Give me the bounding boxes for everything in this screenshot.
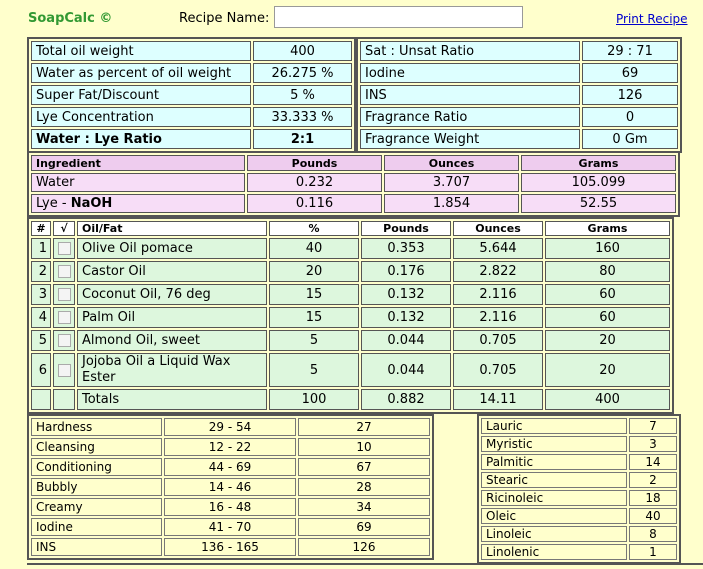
setting-row xyxy=(31,63,352,83)
ratios-table xyxy=(356,37,682,153)
fatty-acid-row xyxy=(481,490,677,506)
col-oil-fat: Oil/Fat xyxy=(77,221,267,236)
oil-percent: 5 xyxy=(269,353,359,387)
oil-name: Olive Oil pomace xyxy=(77,238,267,259)
fatty-acid-label: Ricinoleic xyxy=(481,490,627,506)
totals-label: Totals xyxy=(77,389,267,410)
ratio-label: INS xyxy=(360,85,580,105)
col-number: # xyxy=(31,221,51,236)
oil-grams: 20 xyxy=(545,353,670,387)
fatty-acid-value: 14 xyxy=(629,454,677,470)
lye-header-row xyxy=(31,155,676,171)
property-value: 10 xyxy=(298,438,430,456)
oil-checkbox-cell xyxy=(53,353,75,387)
lye-grams: 52.55 xyxy=(521,194,676,213)
oil-row xyxy=(31,284,670,305)
fatty-acid-label: Stearic xyxy=(481,472,627,488)
lye-water-table xyxy=(27,151,680,217)
fatty-acid-value: 7 xyxy=(629,418,677,434)
fatty-acid-row xyxy=(481,418,677,434)
oil-percent: 40 xyxy=(269,238,359,259)
fatty-acid-label: Linoleic xyxy=(481,526,627,542)
property-row xyxy=(31,518,430,536)
property-row xyxy=(31,498,430,516)
property-range: 14 - 46 xyxy=(164,478,296,496)
oil-row xyxy=(31,353,670,387)
property-row xyxy=(31,438,430,456)
oil-number: 5 xyxy=(31,330,51,351)
oil-ounces: 5.644 xyxy=(453,238,543,259)
bottom-table-edge xyxy=(27,563,703,569)
oil-ounces: 0.705 xyxy=(453,353,543,387)
water-pounds: 0.232 xyxy=(247,173,382,192)
oil-percent: 20 xyxy=(269,261,359,282)
lye-type: NaOH xyxy=(70,196,113,211)
oil-pounds: 0.044 xyxy=(361,353,451,387)
ratio-row xyxy=(360,129,678,149)
oil-checkbox[interactable] xyxy=(58,364,71,377)
property-label: Conditioning xyxy=(31,458,162,476)
setting-value: 5 % xyxy=(253,85,352,105)
property-label: Hardness xyxy=(31,418,162,436)
oil-checkbox-cell xyxy=(53,238,75,259)
oil-pounds: 0.353 xyxy=(361,238,451,259)
col-ingredient: Ingredient xyxy=(31,155,245,171)
fatty-acids-table xyxy=(477,414,681,564)
property-row xyxy=(31,538,430,556)
water-ounces: 3.707 xyxy=(384,173,519,192)
oil-name: Almond Oil, sweet xyxy=(77,330,267,351)
totals-ounces: 14.11 xyxy=(453,389,543,410)
setting-label: Total oil weight xyxy=(31,41,251,61)
property-label: Cleansing xyxy=(31,438,162,456)
oil-row xyxy=(31,330,670,351)
property-label: Bubbly xyxy=(31,478,162,496)
fatty-acid-label: Oleic xyxy=(481,508,627,524)
property-row xyxy=(31,458,430,476)
setting-row xyxy=(31,85,352,105)
oil-row xyxy=(31,307,670,328)
property-range: 12 - 22 xyxy=(164,438,296,456)
fatty-acid-row xyxy=(481,544,677,560)
col-percent: % xyxy=(269,221,359,236)
fatty-acid-value: 18 xyxy=(629,490,677,506)
fatty-acid-value: 3 xyxy=(629,436,677,452)
oil-name: Jojoba Oil a Liquid Wax Ester xyxy=(77,353,267,387)
property-range: 136 - 165 xyxy=(164,538,296,556)
totals-percent: 100 xyxy=(269,389,359,410)
col-grams: Grams xyxy=(521,155,676,171)
ratio-row xyxy=(360,63,678,83)
oil-name: Castor Oil xyxy=(77,261,267,282)
oil-pounds: 0.044 xyxy=(361,330,451,351)
oil-grams: 60 xyxy=(545,284,670,305)
fatty-acid-row xyxy=(481,454,677,470)
property-range: 41 - 70 xyxy=(164,518,296,536)
totals-empty-cell xyxy=(31,389,51,410)
property-value: 69 xyxy=(298,518,430,536)
ratio-value: 0 Gm xyxy=(582,129,678,149)
oil-percent: 15 xyxy=(269,284,359,305)
property-row xyxy=(31,418,430,436)
ratio-value: 0 xyxy=(582,107,678,127)
property-label: Iodine xyxy=(31,518,162,536)
col-grams: Grams xyxy=(545,221,670,236)
property-value: 27 xyxy=(298,418,430,436)
oil-pounds: 0.132 xyxy=(361,307,451,328)
ratio-label: Iodine xyxy=(360,63,580,83)
oil-number: 2 xyxy=(31,261,51,282)
col-ounces: Ounces xyxy=(384,155,519,171)
property-value: 28 xyxy=(298,478,430,496)
fatty-acid-value: 1 xyxy=(629,544,677,560)
fatty-acid-row xyxy=(481,508,677,524)
ratio-label: Sat : Unsat Ratio xyxy=(360,41,580,61)
col-pounds: Pounds xyxy=(247,155,382,171)
oil-checkbox-cell xyxy=(53,284,75,305)
fatty-acid-value: 40 xyxy=(629,508,677,524)
oil-checkbox-cell xyxy=(53,307,75,328)
property-value: 67 xyxy=(298,458,430,476)
setting-label: Water as percent of oil weight xyxy=(31,63,251,83)
soap-properties-table xyxy=(27,414,434,560)
oil-number: 3 xyxy=(31,284,51,305)
water-label: Water xyxy=(31,173,245,192)
oil-checkbox[interactable] xyxy=(58,242,71,255)
col-check: √ xyxy=(53,221,75,236)
oil-number: 6 xyxy=(31,353,51,387)
fatty-acid-value: 8 xyxy=(629,526,677,542)
oil-checkbox[interactable] xyxy=(58,334,71,347)
oil-ounces: 0.705 xyxy=(453,330,543,351)
oil-number: 1 xyxy=(31,238,51,259)
oil-row xyxy=(31,261,670,282)
fatty-acid-label: Palmitic xyxy=(481,454,627,470)
totals-empty-cell xyxy=(53,389,75,410)
setting-label: Lye Concentration xyxy=(31,107,251,127)
setting-row xyxy=(31,129,352,149)
totals-row xyxy=(31,389,670,410)
oil-grams: 60 xyxy=(545,307,670,328)
ratio-value: 69 xyxy=(582,63,678,83)
oil-pounds: 0.132 xyxy=(361,284,451,305)
ratio-value: 126 xyxy=(582,85,678,105)
recipe-name-label: Recipe Name: xyxy=(179,11,270,26)
property-value: 34 xyxy=(298,498,430,516)
recipe-name-input[interactable] xyxy=(274,6,523,28)
oil-ounces: 2.822 xyxy=(453,261,543,282)
oil-row xyxy=(31,238,670,259)
oil-checkbox[interactable] xyxy=(58,265,71,278)
oil-checkbox-cell xyxy=(53,261,75,282)
setting-label: Water : Lye Ratio xyxy=(31,129,251,149)
water-grams: 105.099 xyxy=(521,173,676,192)
oils-header-row xyxy=(31,221,670,236)
water-row xyxy=(31,173,676,192)
col-pounds: Pounds xyxy=(361,221,451,236)
oil-percent: 15 xyxy=(269,307,359,328)
oil-ounces: 2.116 xyxy=(453,284,543,305)
fatty-acid-row xyxy=(481,526,677,542)
lye-pounds: 0.116 xyxy=(247,194,382,213)
lye-ounces: 1.854 xyxy=(384,194,519,213)
totals-grams: 400 xyxy=(545,389,670,410)
ratio-label: Fragrance Ratio xyxy=(360,107,580,127)
oil-grams: 160 xyxy=(545,238,670,259)
setting-row xyxy=(31,41,352,61)
fatty-acid-label: Myristic xyxy=(481,436,627,452)
totals-pounds: 0.882 xyxy=(361,389,451,410)
setting-value: 400 xyxy=(253,41,352,61)
setting-row xyxy=(31,107,352,127)
oil-name: Coconut Oil, 76 deg xyxy=(77,284,267,305)
col-ounces: Ounces xyxy=(453,221,543,236)
oils-table xyxy=(27,217,674,414)
ratio-value: 29 : 71 xyxy=(582,41,678,61)
oil-checkbox[interactable] xyxy=(58,311,71,324)
property-range: 16 - 48 xyxy=(164,498,296,516)
property-label: INS xyxy=(31,538,162,556)
oil-pounds: 0.176 xyxy=(361,261,451,282)
ratio-label: Fragrance Weight xyxy=(360,129,580,149)
print-recipe-link[interactable]: Print Recipe xyxy=(616,12,688,26)
setting-value: 2:1 xyxy=(253,129,352,149)
setting-value: 26.275 % xyxy=(253,63,352,83)
fatty-acid-label: Linolenic xyxy=(481,544,627,560)
setting-value: 33.333 % xyxy=(253,107,352,127)
property-range: 44 - 69 xyxy=(164,458,296,476)
oil-grams: 80 xyxy=(545,261,670,282)
oil-number: 4 xyxy=(31,307,51,328)
ratio-row xyxy=(360,107,678,127)
fatty-acid-label: Lauric xyxy=(481,418,627,434)
lye-label xyxy=(31,194,245,213)
oil-ounces: 2.116 xyxy=(453,307,543,328)
oil-checkbox-cell xyxy=(53,330,75,351)
property-row xyxy=(31,478,430,496)
oil-checkbox[interactable] xyxy=(58,288,71,301)
fatty-acid-row xyxy=(481,472,677,488)
fatty-acid-value: 2 xyxy=(629,472,677,488)
lye-label-text: Lye - xyxy=(36,196,71,211)
oil-name: Palm Oil xyxy=(77,307,267,328)
lye-row xyxy=(31,194,676,213)
oil-percent: 5 xyxy=(269,330,359,351)
ratio-row xyxy=(360,41,678,61)
property-range: 29 - 54 xyxy=(164,418,296,436)
fatty-acid-row xyxy=(481,436,677,452)
oil-grams: 20 xyxy=(545,330,670,351)
property-label: Creamy xyxy=(31,498,162,516)
ratio-row xyxy=(360,85,678,105)
settings-table xyxy=(27,37,356,153)
brand-title: SoapCalc © xyxy=(28,11,113,26)
property-value: 126 xyxy=(298,538,430,556)
setting-label: Super Fat/Discount xyxy=(31,85,251,105)
